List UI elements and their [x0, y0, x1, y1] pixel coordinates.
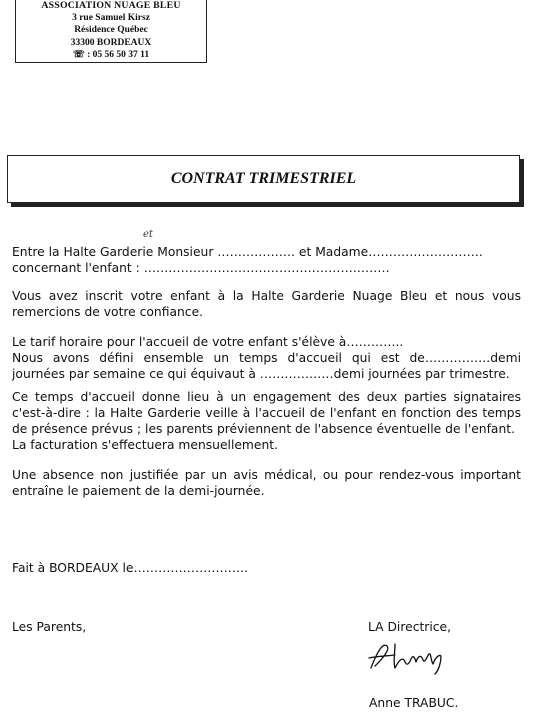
billing-line: La facturation s'effectuera mensuellement. — [12, 438, 278, 452]
parents-label: Les Parents, — [12, 620, 87, 634]
parties-line: Entre la Halte Garderie Monsieur ………………. et Madame………………………. — [12, 245, 483, 259]
engagement-paragraph: Ce temps d'accueil donne lieu à un engagement des deux parties signataires c'est-à-dire : la Halte Garderie veille à l'accueil de l'enfant en fonction des temps de présence prévus ; les parents préviennent de l'absence éventuelle de l'enfant. — [12, 390, 521, 436]
association-city: 33300 BORDEAUX — [70, 37, 152, 48]
association-name: ASSOCIATION NUAGE BLEU — [41, 0, 181, 11]
intro-paragraph: Vous avez inscrit votre enfant à la Halte Garderie Nuage Bleu et nous vous remercions de votre confiance. — [12, 289, 521, 319]
director-label: LA Directrice, — [368, 620, 451, 634]
absence-paragraph: Une absence non justifiée par un avis médical, ou pour rendez-vous important entraîne le paiement de la demi-journée. — [12, 468, 521, 498]
signatory-name: Anne TRABUC. — [369, 696, 459, 710]
director-signature — [365, 632, 465, 677]
schedule-paragraph: Nous avons défini ensemble un temps d'accueil qui est de…………….demi journées par semaine ce qui équivaut à ………………demi journées par trimestre. — [12, 351, 521, 381]
child-line: concernant l'enfant : …………………………………………………… — [12, 261, 390, 275]
association-residence: Résidence Québec — [74, 25, 148, 36]
rate-line: Le tarif horaire pour l'accueil de votre enfant s'élève à………….. — [12, 335, 404, 349]
association-street: 3 rue Samuel Kirsz — [72, 13, 150, 24]
contract-title: CONTRAT TRIMESTRIEL — [7, 155, 520, 203]
association-header — [15, 0, 207, 63]
handwritten-annotation: et — [143, 229, 153, 240]
association-phone: ☏ : 05 56 50 37 11 — [72, 49, 150, 60]
place-date-line: Fait à BORDEAUX le………………………. — [12, 561, 249, 575]
